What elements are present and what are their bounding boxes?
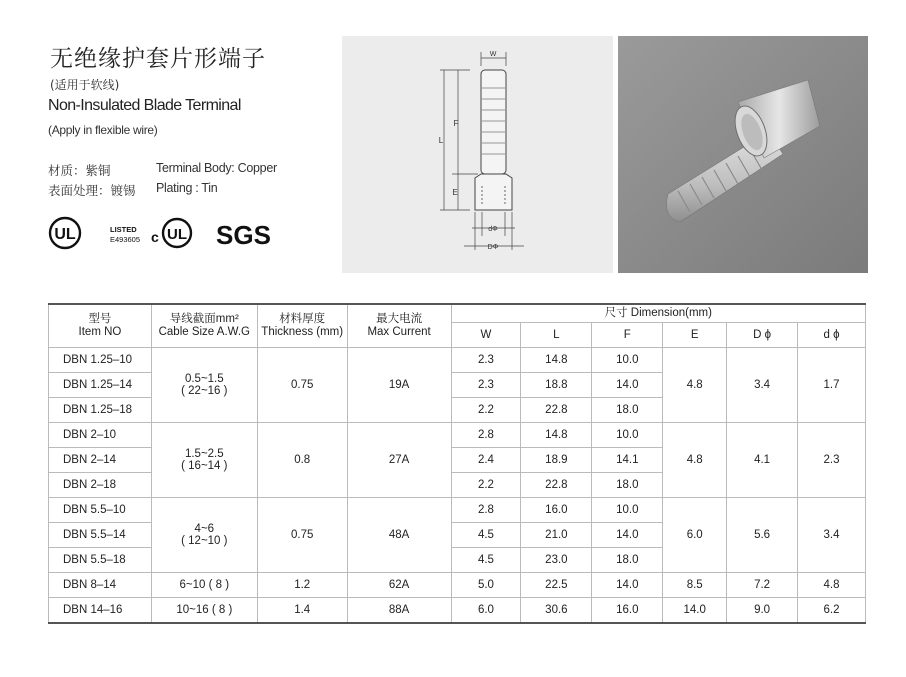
product-photo <box>618 36 868 273</box>
header-e: E <box>663 323 727 348</box>
dim-label-l: L <box>438 136 444 145</box>
header-d-small: d ϕ <box>798 323 866 348</box>
table-row: DBN 2–18 2.2 22.8 18.0 <box>49 473 866 498</box>
technical-drawing <box>342 36 613 273</box>
table-row: DBN 2–10 1.5~2.5 ( 16~14 ) 0.8 27A 2.8 14.8 10.0 4.8 4.1 2.3 <box>49 423 866 448</box>
ul-logo-text: UL <box>54 226 76 243</box>
header-thickness: 材料厚度 Thickness (mm) <box>257 304 347 348</box>
table-row: DBN 8–14 6~10 ( 8 ) 1.2 62A 5.0 22.5 14.0 8.5 7.2 4.8 <box>49 573 866 598</box>
spec-plating-en: Plating : Tin <box>156 181 218 195</box>
page-title-en: Non-Insulated Blade Terminal <box>48 97 241 114</box>
header-cable: 导线截面mm² Cable Size A.W.G <box>151 304 257 348</box>
header-dimension: 尺寸 Dimension(mm) <box>451 304 865 323</box>
dim-label-f: F <box>453 119 459 128</box>
page-subtitle-en: (Apply in flexible wire) <box>48 123 158 137</box>
page-title-cn: 无绝缘护套片形端子 <box>50 46 266 72</box>
ul-logo <box>50 218 80 248</box>
dim-label-e: E <box>452 188 458 197</box>
page-subtitle-cn: (适用于软线) <box>50 78 120 92</box>
dim-label-w: W <box>489 51 497 58</box>
spec-material-cn: 材质：紫铜 <box>48 163 111 178</box>
header-w: W <box>451 323 521 348</box>
spec-plating-cn: 表面处理：镀锡 <box>48 183 136 198</box>
sgs-logo: SGS <box>216 220 271 250</box>
cul-logo-text: UL <box>167 226 187 243</box>
table-row: DBN 1.25–18 2.2 22.8 18.0 <box>49 398 866 423</box>
header-f: F <box>592 323 663 348</box>
dim-label-d-small: dΦ <box>488 226 498 233</box>
listed-number: E493605 <box>110 235 141 244</box>
table-row: DBN 5.5–14 4.5 21.0 14.0 <box>49 523 866 548</box>
table-row: DBN 14–16 10~16 ( 8 ) 1.4 88A 6.0 30.6 16.0 14.0 9.0 6.2 <box>49 598 866 624</box>
spec-material-en: Terminal Body: Copper <box>156 161 277 175</box>
header-d-big: D ϕ <box>727 323 798 348</box>
certification-logos <box>48 212 278 252</box>
spec-table <box>48 303 866 624</box>
table-row: DBN 1.25–10 0.5~1.5 ( 22~16 ) 0.75 19A 2.3 14.8 10.0 4.8 3.4 1.7 <box>49 348 866 373</box>
header-current: 最大电流 Max Current <box>347 304 451 348</box>
table-row: DBN 5.5–10 4~6 ( 12~10 ) 0.75 48A 2.8 16.0 10.0 6.0 5.6 3.4 <box>49 498 866 523</box>
header-model: 型号 Item NO <box>49 304 152 348</box>
listed-text: LISTED <box>110 225 137 234</box>
table-row: DBN 1.25–14 2.3 18.8 14.0 <box>49 373 866 398</box>
cul-c-text: c <box>151 229 159 245</box>
table-row: DBN 5.5–18 4.5 23.0 18.0 <box>49 548 866 573</box>
header-l: L <box>521 323 592 348</box>
table-row: DBN 2–14 2.4 18.9 14.1 <box>49 448 866 473</box>
cul-logo <box>163 219 191 247</box>
dim-label-d-big: DΦ <box>487 244 499 251</box>
